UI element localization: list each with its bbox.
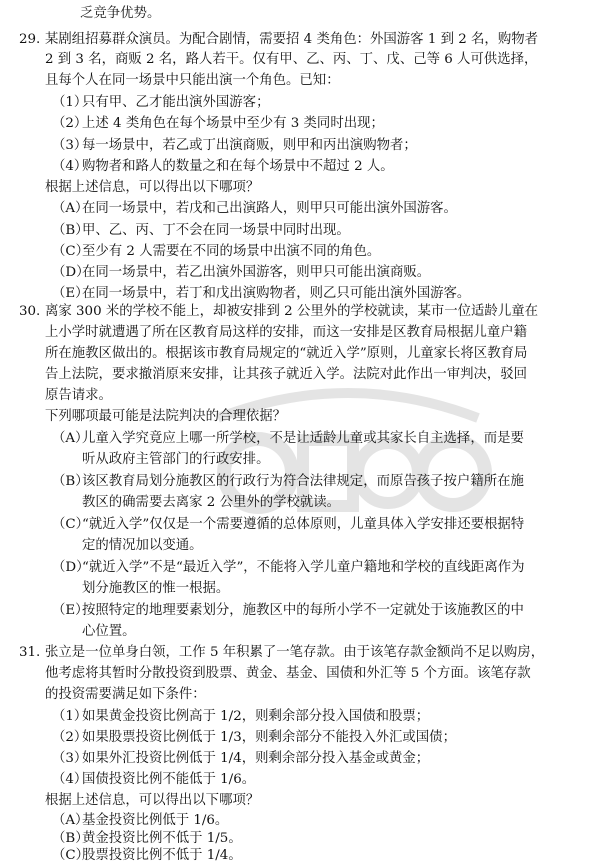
q31-condition-label: （1） bbox=[52, 709, 88, 724]
q31-condition-text: 如果黄金投资比例高于 1/2，则剩余部分投入国债和股票； bbox=[82, 709, 430, 724]
q29-option-text: 在同一场景中，若乙出演外国游客，则甲只可能出演商贩。 bbox=[82, 265, 431, 280]
q29-condition-text: 购物者和路人的数量之和在每个场景中不超过 2 人。 bbox=[82, 159, 394, 174]
q29-option-label: （A） bbox=[52, 201, 89, 216]
q29-condition-label: （2） bbox=[52, 116, 88, 131]
q30-option-text: 划分施教区的惟一根据。 bbox=[82, 581, 230, 596]
q30-option-text: 心位置。 bbox=[82, 624, 136, 639]
q31-stem-line: 他考虑将其暂时分散投资到股票、黄金、基金、国债和外汇等 5 个方面。该笔存款 bbox=[45, 666, 531, 681]
q31-condition-text: 如果外汇投资比例低于 1/4，则剩余部分投入基金或黄金； bbox=[82, 751, 430, 766]
q31-option-label: （A） bbox=[52, 813, 89, 828]
q29-option-text: 甲、乙、丙、丁不会在同一场景中同时出现。 bbox=[82, 223, 350, 238]
q30-stem-line: 上小学时就遭遇了所在区教育局这样的安排，而这一安排是区教育局根据儿童户籍 bbox=[45, 325, 528, 340]
q30-question: 下列哪项最可能是法院判决的合理依据？ bbox=[45, 409, 287, 424]
q30-option-text: “就近入学”不是“最近入学”，不能将入学儿童户籍地和学校的直线距离作为 bbox=[82, 560, 525, 575]
q29-condition-text: 上述 4 类角色在每个场景中至少有 3 类同时出现； bbox=[82, 116, 384, 131]
q30-option-text: 听从政府主管部门的行政安排。 bbox=[82, 452, 270, 467]
q29-option-label: （E） bbox=[52, 286, 89, 301]
q31-condition-text: 如果股票投资比例低于 1/3，则剩余部分不能投入外汇或国债； bbox=[82, 730, 456, 745]
q31-condition-label: （4） bbox=[52, 772, 88, 787]
q31-stem-line: 张立是一位单身白领，工作 5 年积累了一笔存款。由于该笔存款金额尚不足以购房， bbox=[45, 645, 545, 660]
q30-option-label: （D） bbox=[52, 560, 90, 575]
q31-option-label: （B） bbox=[52, 831, 89, 846]
q31-condition-label: （2） bbox=[52, 730, 88, 745]
q31-condition-text: 国债投资比例不能低于 1/6。 bbox=[82, 772, 256, 787]
q31-question: 根据上述信息，可以得出以下哪项？ bbox=[45, 793, 260, 808]
q29-condition-label: （3） bbox=[52, 138, 88, 153]
q29-stem-line: 2 到 3 名，商贩 2 名，路人若干。仅有甲、乙、丙、丁、戊、己等 6 人可供选择， bbox=[45, 52, 538, 67]
q29-condition-text: 每一场景中，若乙或丁出演商贩，则甲和丙出演购物者； bbox=[82, 138, 417, 153]
q29-condition-label: （4） bbox=[52, 159, 88, 174]
q30-option-text: “就近入学”仅仅是一个需要遵循的总体原则，儿童具体入学安排还要根据特 bbox=[82, 517, 525, 532]
q29-option-label: （B） bbox=[52, 223, 89, 238]
q31-option-label: （C） bbox=[52, 848, 90, 863]
q30-stem-line: 所在施教区做出的。根据该市教育局规定的“就近入学”原则，儿童家长将区教育局 bbox=[45, 346, 528, 361]
q30-option-label: （B） bbox=[52, 474, 89, 489]
q30-stem-line: 离家 300 米的学校不能上，却被安排到 2 公里外的学校就读，某市一位适龄儿童在 bbox=[45, 304, 538, 319]
q29-stem-line: 某剧组招募群众演员。为配合剧情，需要招 4 类角色：外国游客 1 到 2 名，购物者 bbox=[45, 32, 538, 47]
q30-option-text: 教区的确需要去离家 2 公里外的学校就读。 bbox=[82, 495, 341, 510]
q29-option-text: 至少有 2 人需要在不同的场景中出演不同的角色。 bbox=[82, 244, 381, 259]
q31-option-text: 股票投资比例不低于 1/4。 bbox=[82, 848, 242, 863]
q31-option-text: 黄金投资比例不低于 1/5。 bbox=[82, 831, 242, 846]
q31-number: 31. bbox=[19, 645, 41, 660]
q30-option-label: （A） bbox=[52, 431, 89, 446]
q30-option-text: 定的情况加以变通。 bbox=[82, 538, 203, 553]
q30-number: 30. bbox=[19, 304, 41, 319]
q29-option-text: 在同一场景中，若戊和己出演路人，则甲只可能出演外国游客。 bbox=[82, 201, 457, 216]
q29-option-text: 在同一场景中，若丁和戊出演购物者，则乙只可能出演外国游客。 bbox=[82, 286, 471, 301]
q29-option-label: （C） bbox=[52, 244, 90, 259]
q30-option-text: 按照特定的地理要素划分，施教区中的每所小学不一定就处于该施教区的中 bbox=[82, 603, 524, 618]
q31-stem-line: 的投资需要满足如下条件： bbox=[45, 687, 206, 702]
q31-condition-label: （3） bbox=[52, 751, 88, 766]
q30-option-text: 儿童入学究竟应上哪一所学校，不是让适龄儿童或其家长自主选择，而是要 bbox=[82, 431, 524, 446]
q30-option-label: （E） bbox=[52, 603, 89, 618]
q30-option-text: 该区教育局划分施教区的行政行为符合法律规定，而原告孩子按户籍所在施 bbox=[82, 474, 524, 489]
q30-stem-line: 原告请求。 bbox=[45, 388, 112, 403]
q30-stem-line: 告上法院，要求撤消原来安排，让其孩子就近入学。法院对此作出一审判决，驳回 bbox=[45, 367, 528, 382]
q29-option-label: （D） bbox=[52, 265, 90, 280]
q30-option-label: （C） bbox=[52, 517, 90, 532]
q29-condition-label: （1） bbox=[52, 95, 88, 110]
q31-option-text: 基金投资比例低于 1/6。 bbox=[82, 813, 229, 828]
q29-question: 根据上述信息，可以得出以下哪项？ bbox=[45, 180, 260, 195]
prefix-line: 乏竞争优势。 bbox=[80, 6, 161, 21]
q29-condition-text: 只有甲、乙才能出演外国游客； bbox=[82, 95, 270, 110]
q29-stem-line: 且每个人在同一场景中只能出演一个角色。已知： bbox=[45, 73, 340, 88]
q29-number: 29. bbox=[19, 32, 41, 47]
